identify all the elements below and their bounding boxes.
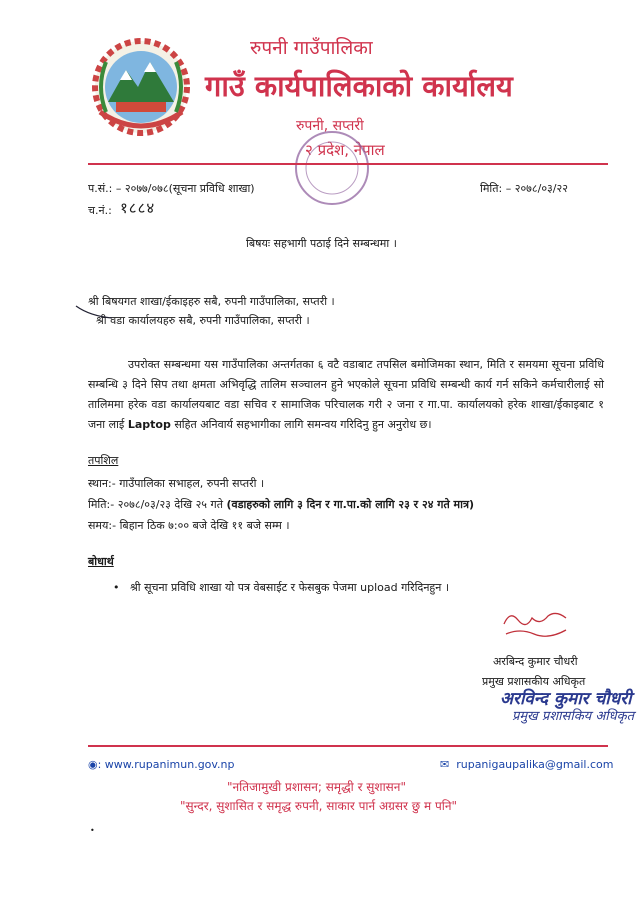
bodhartha-text: श्री सूचना प्रविधि शाखा यो पत्र वेबसाईट र फेसबुक पेजमा upload गरिदिनहुन ।: [129, 581, 450, 594]
patra-sankhya: प.सं.: – २०७७/०७८(सूचना प्रविधि शाखा): [88, 182, 255, 195]
stray-dot: •: [90, 826, 95, 835]
signature-scribble: [500, 606, 570, 642]
municipality-name: रुपनी गाउँपालिका: [250, 37, 373, 59]
subject-line: बिषयः सहभागी पठाई दिने सम्बन्धमा ।: [246, 237, 397, 250]
bodhartha-heading: बोधार्थ: [88, 555, 114, 568]
envelope-icon: ✉: [440, 758, 450, 771]
recipient-line: श्री वडा कार्यालयहरु सबै, रुपनी गाउँपालिका, सप्तरी ।: [96, 314, 310, 327]
recipient-line: श्री बिषयगत शाखा/ईकाइहरु सबै, रुपनी गाउँपालिका, सप्तरी ।: [88, 295, 335, 308]
body-text: उपरोक्त सम्बन्धमा यस गाउँपालिका अन्तर्गतका ६ वटै वडाबाट तपसिल बमोजिमका स्थान, मिति र समयमा सूचना प्रविधि सम्बन्धि ३ दिने सिप तथा क्षमता अभिवृद्धि तालिम सञ्चालन हुने भएकोले सूचना प्रविधि सम्बन्धी कार्य गर्न सकिने कर्मचारीलाई सो तालिममा हरेक वडा कार्यालयबाट वडा सचिव र सामाजिक परिचालक गरी २ जना र गा.पा. कार्यालयको हरेक शाखा/ईकाइबाट १ जना लाई: [88, 358, 604, 431]
signature-stamp-name: अरविन्द कुमार चौधरी: [500, 689, 632, 709]
footer-divider: [88, 745, 608, 747]
tapsil-place: स्थान:- गाउँपालिका सभाहल, रुपनी सप्तरी ।: [88, 477, 265, 490]
office-stamp: [292, 128, 372, 208]
office-name: गाउँ कार्यपालिकाको कार्यालय: [205, 69, 513, 103]
tapsil-date-prefix: मिति:- २०७८/०३/२३ देखि २५ गते: [88, 498, 223, 511]
signatory-name: अरबिन्द कुमार चौधरी: [493, 655, 578, 668]
chalani-number: १८८४: [120, 199, 156, 217]
slogan-line: "सुन्दर, सुशासित र समृद्ध रुपनी, साकार पार्न अग्रसर छु म पनि": [180, 799, 458, 813]
website-link[interactable]: [88, 758, 235, 771]
signature-stamp-title: प्रमुख प्रशासकिय अधिकृत: [512, 709, 635, 724]
tapsil-heading: तपशिल: [88, 454, 119, 467]
handwritten-tick-mark: [74, 302, 114, 322]
tapsil-date: [88, 497, 474, 512]
email-text: rupanigaupalika@gmail.com: [456, 758, 614, 771]
tapsil-date-note: (वडाहरुको लागि ३ दिन र गा.पा.को लागि २३ र २४ गते मात्र): [226, 498, 475, 511]
header-divider: [88, 163, 608, 165]
office-location: रुपनी, सप्तरी: [296, 118, 364, 134]
bullet-icon: •: [113, 581, 130, 594]
body-paragraph: [88, 355, 604, 435]
bodhartha-item: [113, 580, 449, 595]
body-bold-word: Laptop: [127, 418, 171, 431]
letter-date: मिति: – २०७८/०३/२२: [480, 182, 568, 195]
nepal-emblem-icon: [86, 32, 196, 142]
chalani-label: च.नं.:: [88, 204, 112, 217]
globe-icon: ◉: [88, 758, 98, 771]
signatory-title: प्रमुख प्रशासकीय अधिकृत: [482, 675, 586, 688]
website-text: : www.rupanimun.gov.np: [97, 758, 235, 771]
tapsil-time: समय:- बिहान ठिक ७:०० बजे देखि ११ बजे सम्म ।: [88, 519, 290, 532]
slogan-line: "नतिजामुखी प्रशासन; समृद्धी र सुशासन": [227, 780, 406, 794]
body-text: सहित अनिवार्य सहभागीका लागि समन्वय गरिदिनु हुन अनुरोध छ।: [174, 418, 432, 431]
email-link[interactable]: [440, 758, 613, 771]
office-province: २ प्रदेश, नेपाल: [305, 141, 385, 159]
